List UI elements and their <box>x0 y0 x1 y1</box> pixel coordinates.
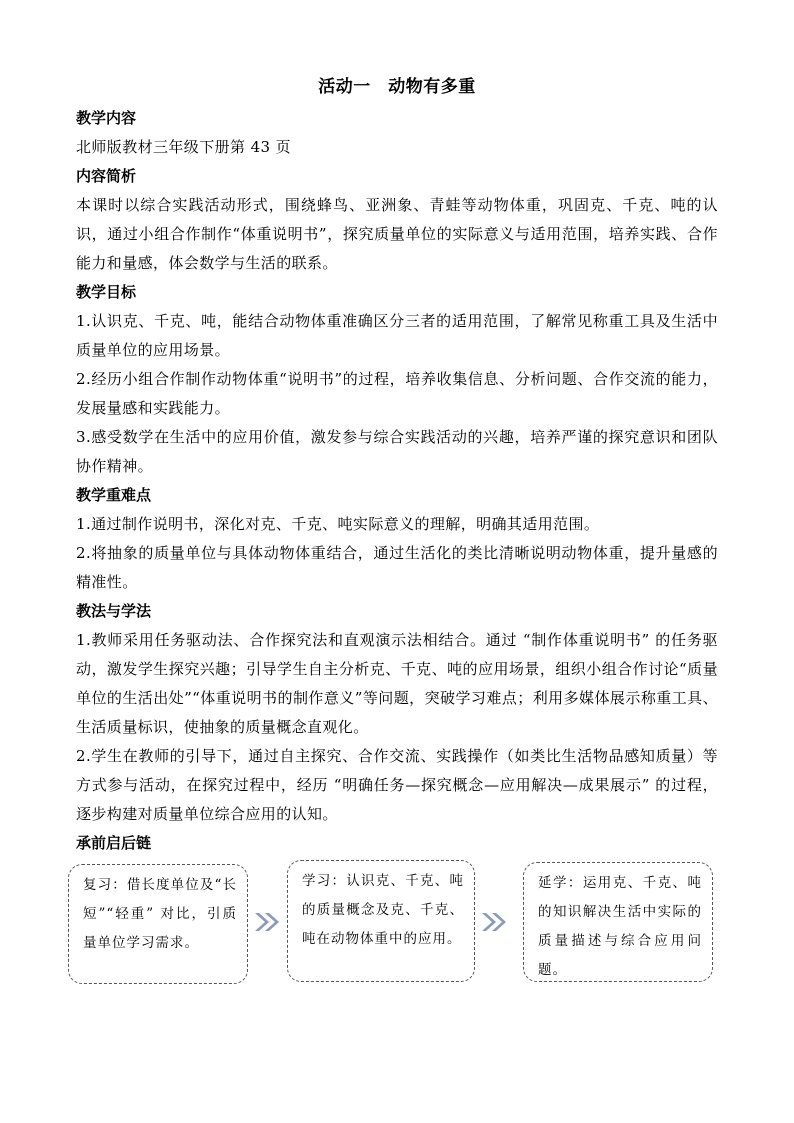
section-content <box>76 104 718 162</box>
section-paragraph: 3.感受数学在生活中的应用价值，激发参与综合实践活动的兴趣，培养严谨的探究意识和团队协作精神。 <box>76 428 718 475</box>
page-title: 活动一 动物有多重 <box>318 77 476 97</box>
section-heading: 教学重难点 <box>76 486 152 504</box>
section-analysis <box>76 162 718 278</box>
section-key-points <box>76 481 718 597</box>
section-paragraph: 1.教师采用任务驱动法、合作探究法和直观演示法相结合。通过 “制作体重说明书” 的任务驱动，激发学生探究兴趣；引导学生自主分析克、千克、吨的应用场景，组织小组合作讨论“质量单位的生活出处”“体重说明书的制作意义”等问题，突破学习难点；利用多媒体展示称重工具、生活质量标识，使抽象的质量概念直观化。 <box>76 631 718 736</box>
section-paragraph: 2.将抽象的质量单位与具体动物体重结合，通过生活化的类比清晰说明动物体重，提升量感的精准性。 <box>76 544 718 591</box>
section-goals <box>76 278 718 481</box>
learning-chain-diagram <box>68 860 716 984</box>
section-heading: 承前启后链 <box>76 834 152 852</box>
double-chevron-right-icon <box>253 910 283 934</box>
section-heading: 教学内容 <box>76 109 137 127</box>
section-heading: 教法与学法 <box>76 602 152 620</box>
section-paragraph: 1.认识克、千克、吨，能结合动物体重准确区分三者的适用范围，了解常见称重工具及生活中质量单位的应用场景。 <box>76 312 718 359</box>
document-page <box>76 72 718 858</box>
chain-box-learn: 学习：认识克、千克、吨的质量概念及克、千克、吨在动物体重中的应用。 <box>287 860 475 982</box>
section-paragraph: 本课时以综合实践活动形式，围绕蜂鸟、亚洲象、青蛙等动物体重，巩固克、千克、吨的认识，通过小组合作制作“体重说明书”，探究质量单位的实际意义与适用范围，培养实践、合作能力和量感，体会数学与生活的联系。 <box>76 196 718 272</box>
section-chain <box>76 829 718 858</box>
section-paragraph: 1.通过制作说明书，深化对克、千克、吨实际意义的理解，明确其适用范围。 <box>76 515 600 533</box>
chain-box-extend: 延学：运用克、千克、吨的知识解决生活中实际的质量描述与综合应用问题。 <box>523 862 713 982</box>
section-heading: 教学目标 <box>76 283 137 301</box>
chain-box-review: 复习：借长度单位及“长短”“轻重” 对比，引质量单位学习需求。 <box>68 864 248 984</box>
double-chevron-right-icon <box>480 910 510 934</box>
section-methods <box>76 597 718 829</box>
section-paragraph: 2.经历小组合作制作动物体重“说明书”的过程，培养收集信息、分析问题、合作交流的能力，发展量感和实践能力。 <box>76 370 718 417</box>
section-heading: 内容简析 <box>76 167 137 185</box>
section-paragraph: 北师版教材三年级下册第 43 页 <box>76 138 292 156</box>
section-paragraph: 2.学生在教师的引导下，通过自主探究、合作交流、实践操作（如类比生活物品感知质量）等方式参与活动，在探究过程中，经历 “明确任务—探究概念—应用解决—成果展示” 的过程，逐步构建对质量单位综合应用的认知。 <box>76 747 718 823</box>
